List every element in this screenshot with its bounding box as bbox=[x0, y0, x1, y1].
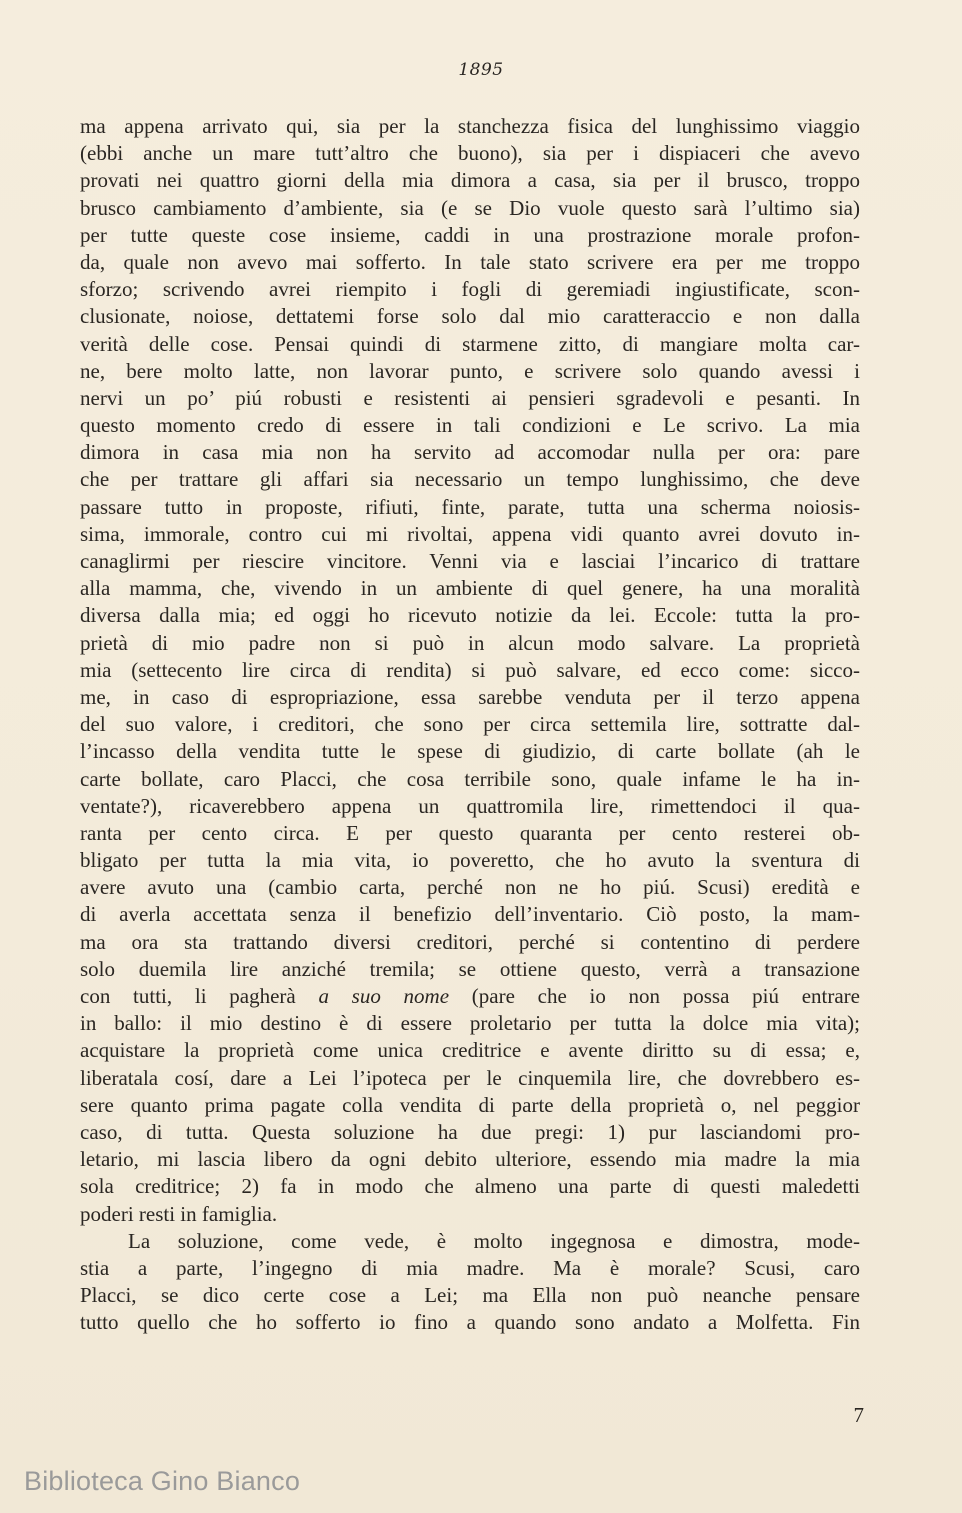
text-line: diversa dalla mia; ed oggi ho ricevuto notizie da lei. Eccole: tutta la pro- bbox=[80, 603, 860, 628]
text-line: prietà di mio padre non si può in alcun modo salvare. La proprietà bbox=[80, 630, 860, 655]
letter-body bbox=[80, 113, 860, 1336]
text-line: tutto quello che ho sofferto io fino a quando sono andato a Molfetta. Fin bbox=[80, 1310, 860, 1335]
page-number: 7 bbox=[853, 1403, 864, 1427]
text-line: acquistare la proprietà come unica creditrice e avente diritto su di essa; e, bbox=[80, 1038, 860, 1063]
text-line: verità delle cose. Pensai quindi di starmene zitto, di mangiare molta car- bbox=[80, 331, 860, 356]
text-line: stia a parte, l’ingegno di mia madre. Ma è morale? Scusi, caro bbox=[80, 1255, 860, 1280]
text-line: bligato per tutta la mia vita, io poveretto, che ho avuto la sventura di bbox=[80, 848, 860, 873]
text-line-with-italic bbox=[80, 983, 860, 1010]
text-line: sere quanto prima pagate colla vendita di parte della proprietà o, nel peggior bbox=[80, 1092, 860, 1117]
text-line: carte bollate, caro Placci, che cosa terribile sono, quale infame le ha in- bbox=[80, 766, 860, 791]
text-line: per tutte queste cose insieme, caddi in una prostrazione morale profon- bbox=[80, 222, 860, 247]
library-watermark: Biblioteca Gino Bianco bbox=[24, 1466, 301, 1496]
text-line: dimora in casa mia non ha servito ad accomodar nulla per ora: pare bbox=[80, 440, 860, 465]
text-line: (ebbi anche un mare tutt’altro che buono), sia per i dispiaceri che avevo bbox=[80, 141, 860, 166]
text-line: liberatala cosí, dare a Lei l’ipoteca per le cinquemila lire, che dovrebbero es- bbox=[80, 1065, 860, 1090]
text-fragment: (pare che io non possa piú entrare bbox=[449, 984, 860, 1008]
text-line: canaglirmi per riescire vincitore. Venni via e lasciai l’incarico di trattare bbox=[80, 549, 860, 573]
text-line: alla mamma, che, vivendo in un ambiente di quel genere, ha una moralità bbox=[80, 576, 860, 601]
text-line: da, quale non avevo mai sofferto. In tale stato scrivere era per me troppo bbox=[80, 249, 860, 274]
text-line: solo duemila lire anziché tremila; se ottiene questo, verrà a transazione bbox=[80, 956, 860, 981]
text-line: sima, immorale, contro cui mi rivoltai, appena vidi quanto avrei dovuto in- bbox=[80, 521, 860, 546]
text-line: questo momento credo di essere in tali condizioni e Le scrivo. La mia bbox=[80, 413, 860, 438]
running-header-year: 1895 bbox=[458, 60, 504, 80]
text-line: mia (settecento lire circa di rendita) si può salvare, ed ecco come: sicco- bbox=[80, 657, 860, 682]
text-line: l’incasso della vendita tutte le spese di giudizio, di carte bollate (ah le bbox=[80, 739, 860, 764]
text-line: clusionate, noiose, dettatemi forse solo dal mio caratteraccio e non dalla bbox=[80, 304, 860, 329]
text-line: provati nei quattro giorni della mia dimora a casa, sia per il brusco, troppo bbox=[80, 168, 860, 193]
text-line: brusco cambiamento d’ambiente, sia (e se Dio vuole questo sarà l’ultimo sia) bbox=[80, 195, 860, 220]
text-line: passare tutto in proposte, rifiuti, finte, parate, tutta una scherma noiosis- bbox=[80, 494, 860, 519]
text-line: caso, di tutta. Questa soluzione ha due pregi: 1) pur lasciandomi pro- bbox=[80, 1119, 860, 1144]
text-line: poderi resti in famiglia. bbox=[80, 1201, 278, 1226]
text-line: me, in caso di espropriazione, essa sarebbe venduta per il terzo appena bbox=[80, 684, 860, 709]
text-line: del suo valore, i creditori, che sono per circa settemila lire, sottratte dal- bbox=[80, 712, 860, 737]
text-line: sola creditrice; 2) fa in modo che almeno una parte di questi maledetti bbox=[80, 1174, 860, 1199]
text-line: in ballo: il mio destino è di essere proletario per tutta la dolce mia vita); bbox=[80, 1011, 860, 1036]
text-line: che per trattare gli affari sia necessario un tempo lunghissimo, che deve bbox=[80, 467, 860, 492]
text-line: ne, bere molto latte, non lavorar punto, e scrivere solo quando avessi i bbox=[80, 358, 860, 383]
text-line: ma appena arrivato qui, sia per la stanchezza fisica del lunghissimo viaggio bbox=[80, 114, 860, 138]
text-line: ma ora sta trattando diversi creditori, perché si contentino di perdere bbox=[80, 929, 860, 954]
text-line: di averla accettata senza il benefizio dell’inventario. Ciò posto, la mam- bbox=[80, 902, 860, 927]
text-fragment: con tutti, li pagherà bbox=[80, 984, 319, 1008]
text-line: avere avuto una (cambio carta, perché non ne ho piú. Scusi) eredità e bbox=[80, 875, 860, 900]
text-line: Placci, se dico certe cose a Lei; ma Ella non può neanche pensare bbox=[80, 1283, 860, 1308]
italic-phrase: a suo nome bbox=[318, 984, 450, 1008]
text-line: nervi un po’ piú robusti e resistenti ai pensieri sgradevoli e pesanti. In bbox=[80, 385, 860, 410]
text-line: ventate?), ricaverebbero appena un quattromila lire, rimettendoci il qua- bbox=[80, 793, 860, 818]
text-line: letario, mi lascia libero da ogni debito ulteriore, essendo mia madre la mia bbox=[80, 1147, 860, 1172]
text-line: sforzo; scrivendo avrei riempito i fogli di geremiadi ingiustificate, scon- bbox=[80, 277, 860, 302]
paragraph-start-line: La soluzione, come vede, è molto ingegnosa e dimostra, mode- bbox=[128, 1228, 860, 1253]
text-line: ranta per cento circa. E per questo quaranta per cento resterei ob- bbox=[80, 820, 860, 845]
